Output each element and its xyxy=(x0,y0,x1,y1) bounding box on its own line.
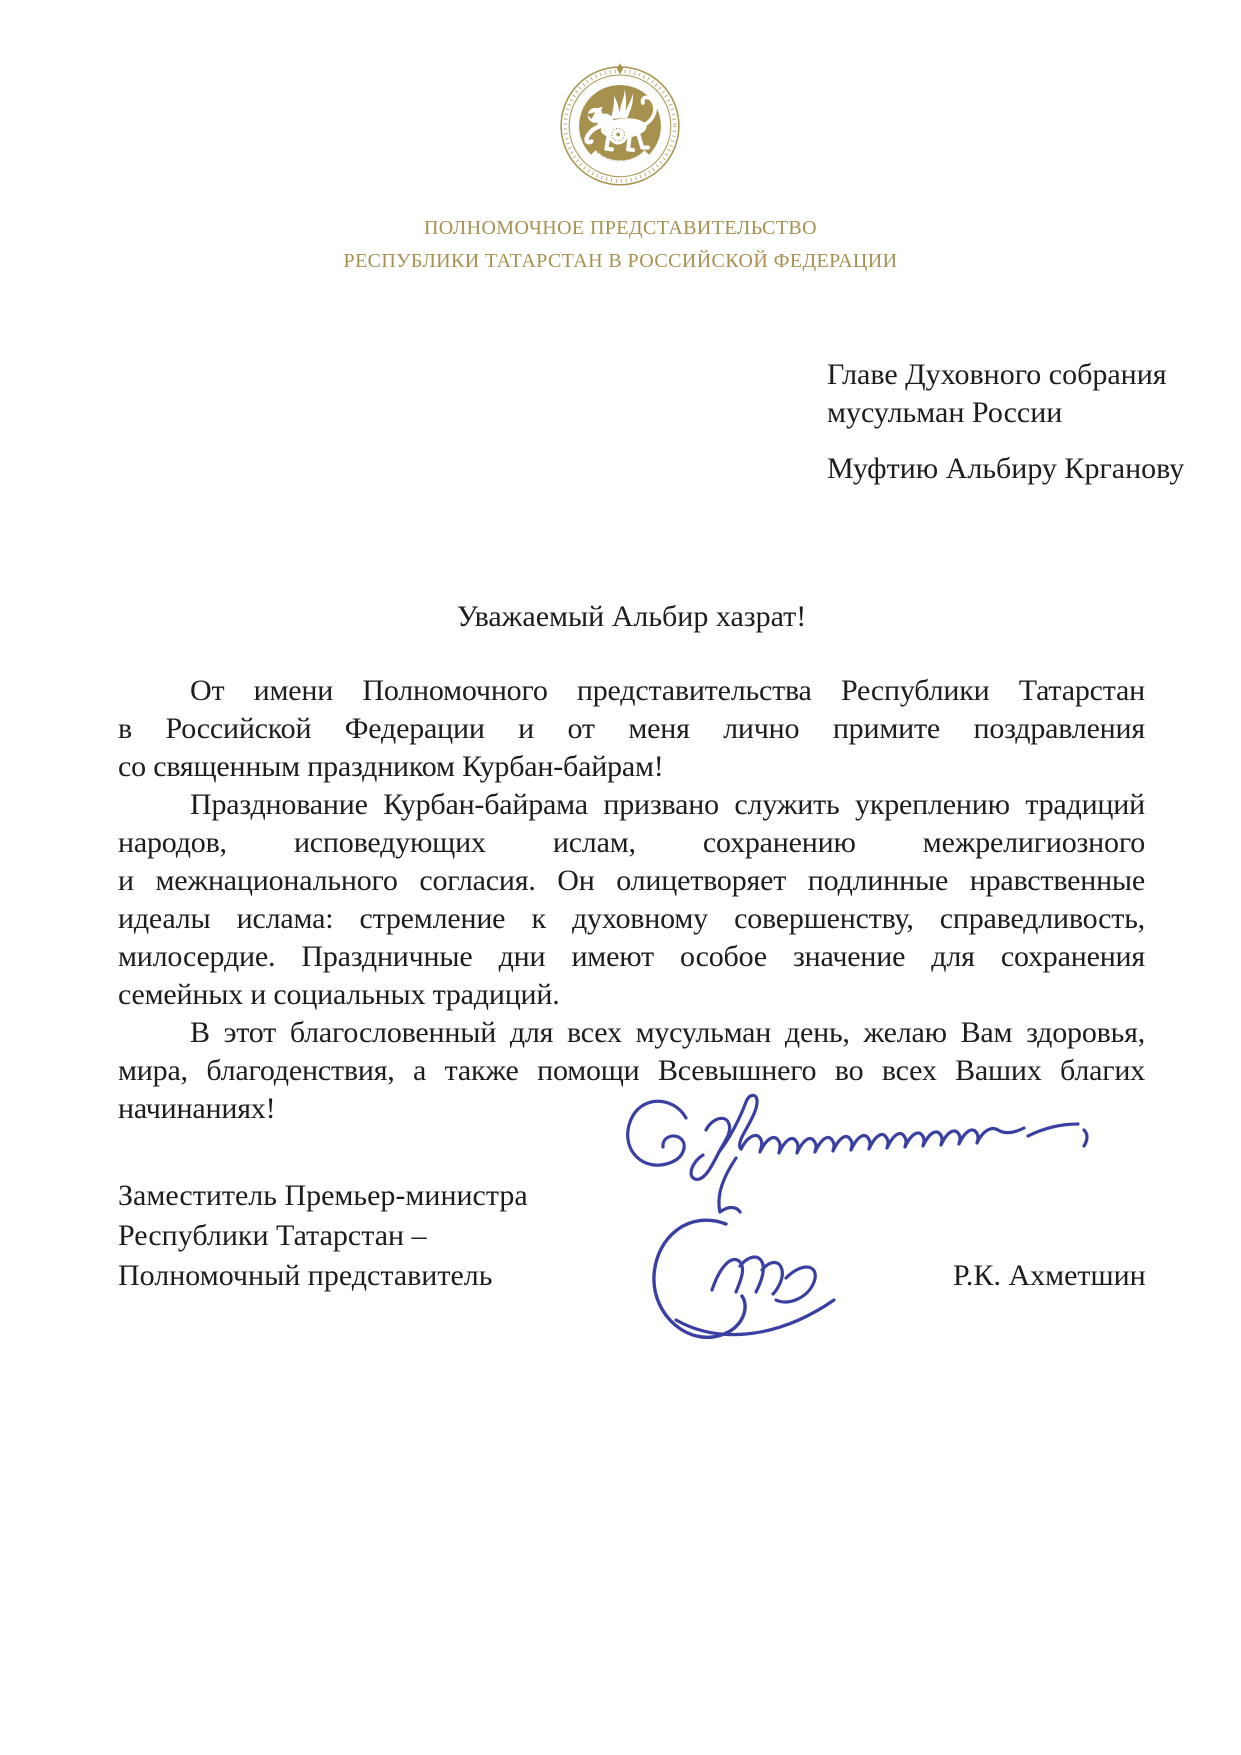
addressee-name: Муфтию Альбиру Крганову xyxy=(827,452,1185,485)
body-line: идеалы ислама: стремление к духовному совершенству, справедливость, xyxy=(118,902,1145,935)
letter-body xyxy=(118,672,1145,1128)
tatarstan-coat-of-arms-icon xyxy=(558,61,682,187)
signer-name: Р.К. Ахметшин xyxy=(953,1259,1146,1292)
addressee-block xyxy=(827,356,1184,488)
body-line: Празднование Курбан-байрама призвано служить укреплению традиций xyxy=(190,788,1145,821)
signature-scribble xyxy=(630,1148,860,1360)
body-line: В этот благословенный для всех мусульман день, желаю Вам здоровья, xyxy=(190,1016,1145,1049)
addressee-line-2: мусульман России xyxy=(827,396,1063,429)
emblem-caption: ТАТАРСТАН xyxy=(594,148,646,164)
body-line: милосердие. Праздничные дни имеют особое значение для сохранения xyxy=(118,940,1145,973)
signer-title-line-1: Заместитель Премьер-министра xyxy=(118,1179,528,1212)
body-line: со священным праздником Курбан-байрам! xyxy=(118,750,664,783)
org-name-line-1: ПОЛНОМОЧНОЕ ПРЕДСТАВИТЕЛЬСТВО xyxy=(423,217,818,239)
addressee-line-1: Главе Духовного собрания xyxy=(827,358,1167,391)
tatarstan-emblem xyxy=(558,61,682,187)
org-name-block xyxy=(0,212,1241,278)
org-name-line-2: РЕСПУБЛИКИ ТАТАРСТАН В РОССИЙСКОЙ ФЕДЕРАЦИИ xyxy=(343,250,898,272)
signer-title-line-2: Республики Татарстан – xyxy=(118,1219,427,1252)
body-line: и межнационального согласия. Он олицетворяет подлинные нравственные xyxy=(118,864,1145,897)
signer-title-line-3: Полномочный представитель xyxy=(118,1259,493,1292)
body-line: семейных и социальных традиций. xyxy=(118,978,560,1011)
salutation: Уважаемый Альбир хазрат! xyxy=(456,600,807,633)
body-line: начинаниях! xyxy=(118,1092,276,1125)
signer-title-block xyxy=(118,1176,528,1296)
body-line: в Российской Федерации и от меня лично примите поздравления xyxy=(118,712,1145,745)
body-line: От имени Полномочного представительства Республики Татарстан xyxy=(190,674,1145,707)
body-line: мира, благоденствия, а также помощи Всевышнего во всех Ваших благих xyxy=(118,1054,1145,1087)
body-line: народов, исповедующих ислам, сохранению межрелигиозного xyxy=(118,826,1145,859)
